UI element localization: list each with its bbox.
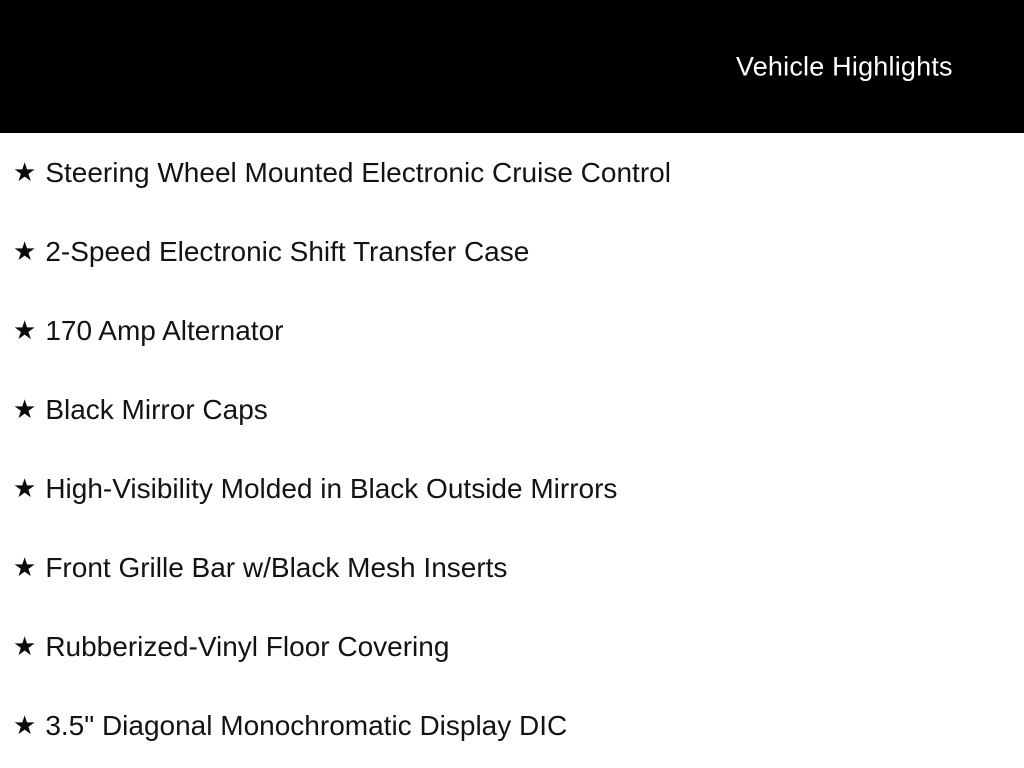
highlight-text: Rubberized-Vinyl Floor Covering [45,630,450,662]
star-icon: ★ [13,710,37,741]
star-icon: ★ [13,631,37,662]
highlight-text: 2-Speed Electronic Shift Transfer Case [45,235,530,267]
list-item [0,370,1024,449]
highlight-text: 3.5" Diagonal Monochromatic Display DIC [45,709,568,741]
list-item [0,528,1024,607]
highlight-text: Black Mirror Caps [45,393,268,425]
list-item [0,686,1024,765]
page-title: Vehicle Highlights [736,51,953,81]
list-item [0,291,1024,370]
highlight-text: Front Grille Bar w/Black Mesh Inserts [45,551,508,583]
highlight-text: High-Visibility Molded in Black Outside Mirrors [45,472,618,504]
highlight-text: Steering Wheel Mounted Electronic Cruise Control [45,156,671,188]
vehicle-highlights-list [0,133,1024,765]
highlight-text: 170 Amp Alternator [45,314,284,346]
star-icon: ★ [13,157,37,188]
list-item [0,212,1024,291]
star-icon: ★ [13,236,37,267]
star-icon: ★ [13,552,37,583]
list-item [0,133,1024,212]
star-icon: ★ [13,394,37,425]
list-item [0,607,1024,686]
list-item [0,449,1024,528]
star-icon: ★ [13,315,37,346]
star-icon: ★ [13,473,37,504]
header-bar [0,0,1024,133]
